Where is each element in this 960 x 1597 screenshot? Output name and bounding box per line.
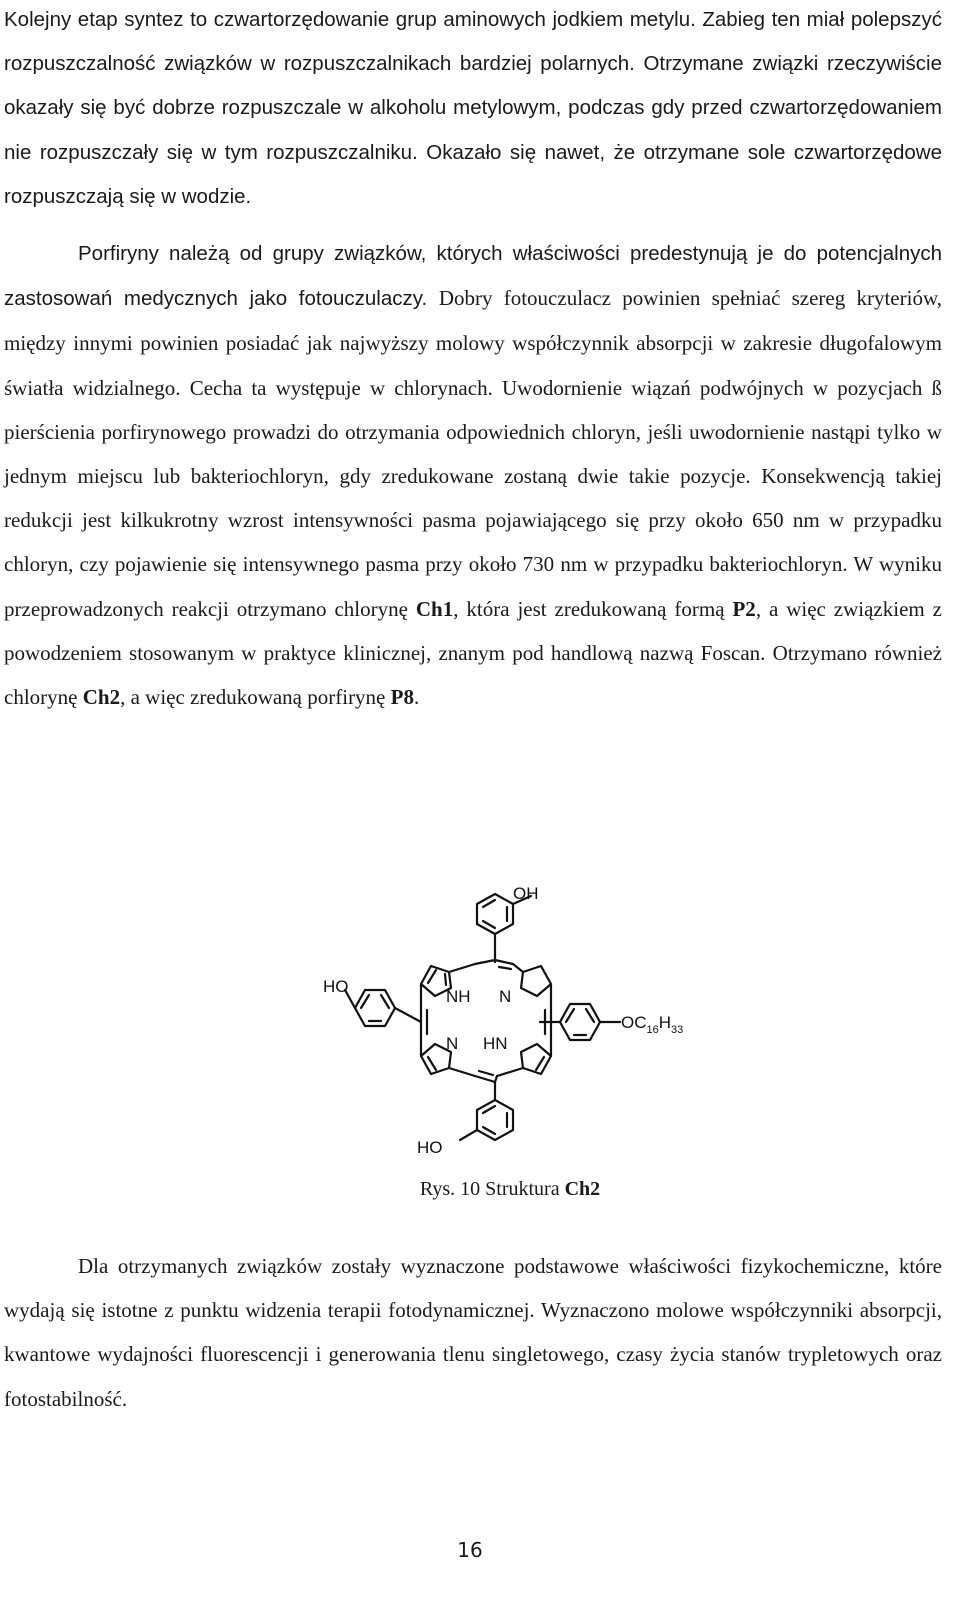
top-phenyl-ring [477, 894, 531, 962]
reduced-ring-top-right [513, 964, 551, 996]
label-n-bottom: N [446, 1034, 459, 1053]
paragraph-porphyrins-body-4: , a więc zredukowaną porfirynę [120, 685, 391, 710]
chlorin-ch2-structure [315, 870, 715, 1175]
bottom-phenyl-ring [460, 1082, 513, 1140]
paragraph-porphyrins [4, 231, 942, 719]
label-hn: HN [483, 1034, 508, 1053]
paragraph-quaternization: Kolejny etap syntez to czwartorzędowanie grup aminowych jodkiem metylu. Zabieg ten miał polepszyć rozpuszczalność związków w rozpuszczalnikach bardziej polarnych. Otrzymane związki rzeczywiście okazały się być dobrze rozpuszczale w alkoholu metylowym, podczas gdy przed czwartorzędowaniem nie rozpuszczały się w tym rozpuszczalniku. Okazało się nawet, że otrzymane sole czwartorzędowe rozpuszczają się w wodzie. [4, 8, 942, 208]
label-oc: OC [621, 1013, 647, 1032]
label-sub-33: 33 [671, 1024, 684, 1036]
compound-p8: P8 [390, 685, 414, 710]
caption-prefix: Rys. 10 Struktura [419, 1178, 565, 1200]
label-ho-bottom: HO [417, 1138, 443, 1157]
label-n-top: N [499, 987, 512, 1006]
compound-p2: P2 [732, 596, 756, 621]
compound-ch2: Ch2 [82, 685, 121, 710]
caption-compound: Ch2 [564, 1178, 601, 1200]
label-oc16h33 [621, 1013, 683, 1036]
meso-bridges [421, 960, 551, 1082]
paragraph-porphyrins-body-2: , która jest zredukowaną formą [453, 596, 733, 621]
paragraph-porphyrins-body: Dobry fotouczulacz powinien spełniać szereg kryteriów, między innymi powinien posiadać jak najwyższy molowy współczynnik absorpcji w zakresie długofalowym światła widzialnego. Cecha ta występuje w chlorynach. Uwodornienie wiązań podwójnych w pozycjach ß pierścienia porfirynowego prowadzi do otrzymania odpowiednich chloryn, jeśli uwodornienie nastąpi tylko w jednym miejscu lub bakteriochloryn, gdy zredukowane zostaną dwie takie pozycje. Konsekwencją takiej redukcji jest kilkukrotny wzrost intensywności pasma pojawiającego się przy około 650 nm w przypadku chloryn, czy pojawienie się intensywnego pasma przy około 730 nm w przypadku bakteriochloryn. W wyniku przeprowadzonych reakcji otrzymano chlorynę [4, 286, 942, 621]
paragraph-properties: Dla otrzymanych związków zostały wyznaczone podstawowe właściwości fizykochemiczne, które wydają się istotne z punktu widzenia terapii fotodynamicznej. Wyznaczono molowe współczynniki absorpcji, kwantowe wydajności fluorescencji i generowania tlenu singletowego, czasy życia stanów trypletowych oraz fotostabilność. [4, 1254, 942, 1411]
label-sub-16: 16 [646, 1024, 659, 1036]
label-h: H [658, 1013, 672, 1032]
paragraph-porphyrins-intro: Porfiryny należą od grupy związków, których właściwości predestynują je do potencjalnych zastosowań medycznych jako fotouczulaczy. [4, 242, 942, 311]
figure-caption [300, 1174, 720, 1204]
label-oh-top: OH [513, 884, 539, 903]
label-ho-left: HO [323, 977, 349, 996]
paragraph-porphyrins-end: . [413, 685, 420, 710]
page-number: 16 [457, 1538, 483, 1562]
label-nh: NH [446, 987, 471, 1006]
chemical-structure-figure [315, 870, 715, 1175]
paragraph-porphyrins-body-3: , a więc związkiem z powodzeniem stosowanym w praktyce klinicznej, znanym pod handlową nazwą Foscan. Otrzymano również chlorynę [4, 596, 942, 710]
compound-ch1: Ch1 [415, 596, 454, 621]
left-phenyl-ring [345, 990, 421, 1026]
